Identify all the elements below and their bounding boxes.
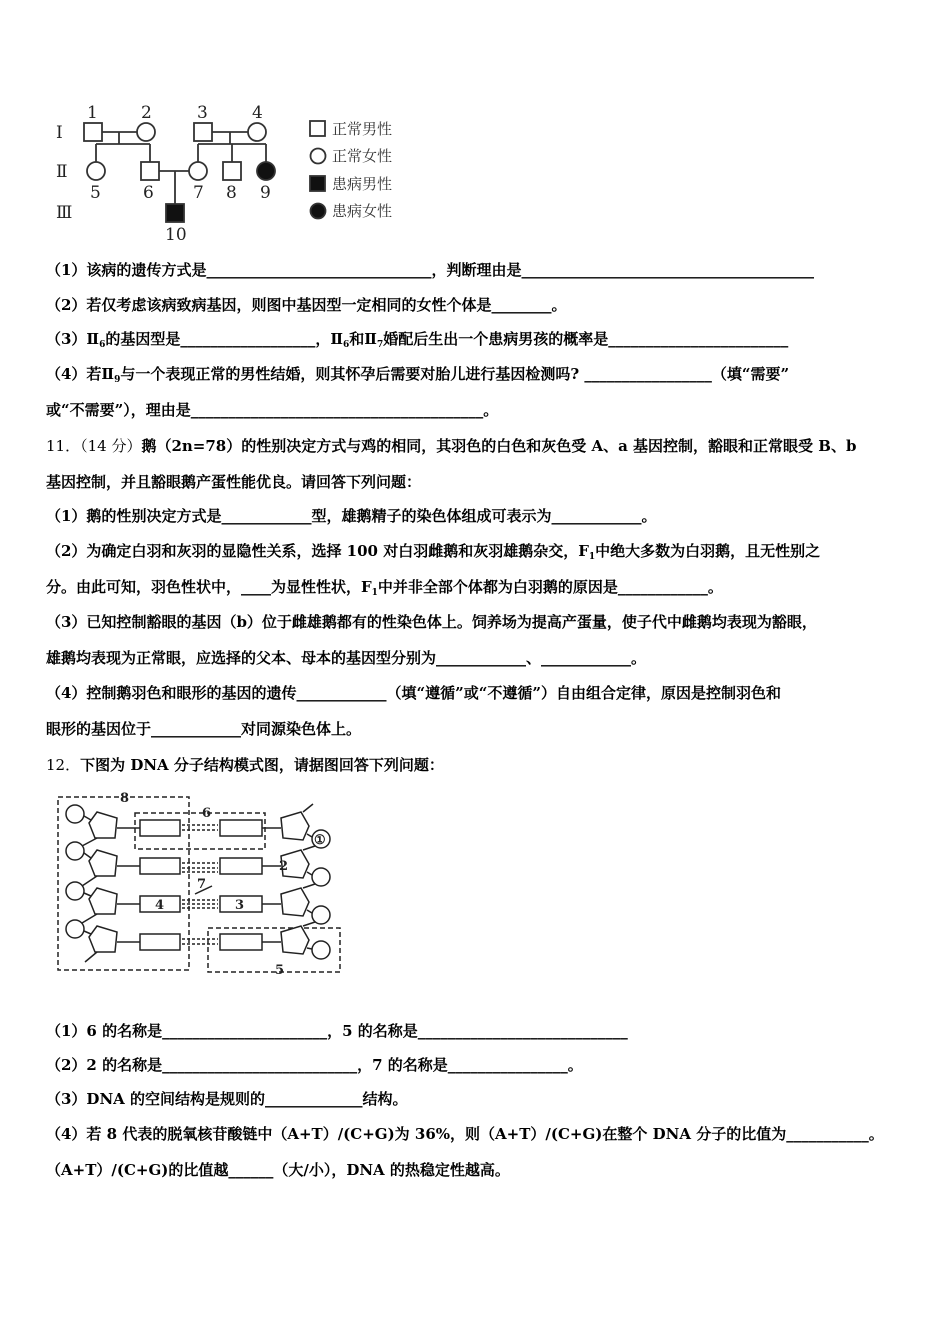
q11-line-7: 雄鹅均表现为正常眼，应选择的父本、母本的基因型分别为____________、____________。 <box>46 649 647 667</box>
individual-9 <box>257 162 275 180</box>
legend-normal-female: 正常女性 <box>332 147 393 165</box>
dna-structure-diagram <box>55 790 355 980</box>
label-5: 5 <box>275 963 285 978</box>
pedigree-diagram <box>50 100 430 240</box>
individual-3 <box>194 123 212 141</box>
q10-line-1: （1）该病的遗传方式是______________________________，判断理由是_______________________________________ <box>46 261 814 279</box>
individual-number: 2 <box>141 103 152 123</box>
question-number: 12． <box>46 756 81 774</box>
q11-line-4: （2）为确定白羽和灰羽的显隐性关系，选择 100 对白羽雌鹅和灰羽雄鹅杂交，$F_1$中绝大多数为白羽鹅，且无性别之 <box>46 542 821 562</box>
individual-1 <box>84 123 102 141</box>
individual-number: 9 <box>260 183 271 203</box>
q11-line-6: （3）已知控制豁眼的基因（b）位于雌雄鹅都有的性染色体上。饲养场为提高产蛋量，使子代中雌鹅均表现为豁眼， <box>46 613 817 631</box>
generation-label: Ⅱ <box>56 162 68 182</box>
label-1: ① <box>314 833 326 848</box>
q11-line-3: （1）鹅的性别决定方式是____________型，雄鹅精子的染色体组成可表示为____________。 <box>46 507 657 525</box>
individual-number: 1 <box>87 103 98 123</box>
individual-number: 8 <box>226 183 237 203</box>
q11-line-2: 基因控制，并且豁眼鹅产蛋性能优良。请回答下列问题： <box>46 473 422 491</box>
label-4: 4 <box>155 898 165 913</box>
individual-7 <box>189 162 207 180</box>
legend-affected-female: 患病女性 <box>332 202 393 220</box>
q12-line-1: （1）6 的名称是______________________，5 的名称是____________________________ <box>46 1022 628 1040</box>
q10-line-4: （4）若$Ⅱ_9$与一个表现正常的男性结婚，则其怀孕后需要对胎儿进行基因检测吗? _________________（填“需要” <box>46 365 790 385</box>
individual-number: 3 <box>197 103 208 123</box>
q10-line-3: $(3)Ⅱ_6$的基因型是__________________，$Ⅱ_6$和$Ⅱ_7$婚配后生出一个患病男孩的概率是________________________ <box>46 330 789 350</box>
q10-line-5: 或“不需要”），理由是_______________________________________。 <box>46 401 499 419</box>
individual-6 <box>141 162 159 180</box>
q12-line-5: （A+T）/(C+G)的比值越______（大/小），DNA 的热稳定性越高。 <box>46 1161 510 1179</box>
q11-line-1: 11．（14 分）鹅（2n=78）的性别决定方式与鸡的相同，其羽色的白色和灰色受 A、a 基因控制，豁眼和正常眼受 B、b <box>46 437 857 455</box>
individual-number: 7 <box>193 183 204 203</box>
label-6: 6 <box>202 806 212 821</box>
individual-5 <box>87 162 105 180</box>
question-number: 11．（14 分） <box>46 437 142 455</box>
label-3: 3 <box>235 898 245 913</box>
legend-normal-male: 正常男性 <box>332 120 393 138</box>
label-7: 7 <box>197 877 207 892</box>
label-8: 8 <box>120 791 130 806</box>
q11-line-5: 分。由此可知，羽色性状中，____为显性性状，$F_1$中并非全部个体都为白羽鹅的原因是____________。 <box>46 578 723 598</box>
legend-affected-male: 患病男性 <box>332 175 393 193</box>
individual-number: 10 <box>165 225 187 240</box>
q11-line-8: （4）控制鹅羽色和眼形的基因的遗传____________（填“遵循”或“不遵循”）自由组合定律，原因是控制羽色和 <box>46 684 781 702</box>
generation-label: Ⅰ <box>56 123 63 143</box>
q11-line-9: 眼形的基因位于____________对同源染色体上。 <box>46 720 362 738</box>
generation-label: Ⅲ <box>56 203 73 223</box>
q12-title: 12．下图为 DNA 分子结构模式图，请据图回答下列问题： <box>46 756 444 774</box>
individual-8 <box>223 162 241 180</box>
individual-10 <box>166 204 184 222</box>
q10-line-2: （2）若仅考虑该病致病基因，则图中基因型一定相同的女性个体是________。 <box>46 296 567 314</box>
q12-line-4: （4）若 8 代表的脱氧核苷酸链中（A+T）/(C+G)为 36%，则（A+T）/(C+G)在整个 DNA 分子的比值为___________。 <box>46 1125 884 1143</box>
label-2: 2 <box>279 859 289 874</box>
individual-number: 4 <box>252 103 263 123</box>
individual-number: 5 <box>90 183 101 203</box>
individual-4 <box>248 123 266 141</box>
q12-line-3: （3）DNA 的空间结构是规则的_____________结构。 <box>46 1090 408 1108</box>
q12-line-2: （2）2 的名称是__________________________，7 的名称是________________。 <box>46 1056 583 1074</box>
individual-number: 6 <box>143 183 154 203</box>
individual-2 <box>137 123 155 141</box>
